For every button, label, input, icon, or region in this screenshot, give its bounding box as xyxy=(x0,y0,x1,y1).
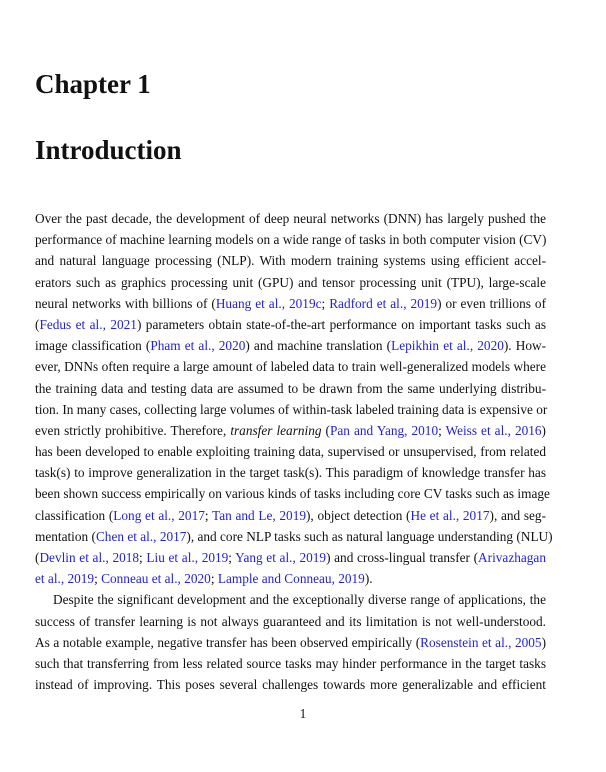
text-run: been shown success empirically on various kinds of tasks including core CV tasks such as image xyxy=(35,486,550,502)
text-line xyxy=(35,293,546,314)
citation-link[interactable]: He et al., 2017 xyxy=(410,507,490,523)
text-run: ; xyxy=(94,571,102,587)
citation-link[interactable]: Lepikhin et al., 2020 xyxy=(391,338,504,354)
text-run: ( xyxy=(321,422,330,438)
text-run: Despite the significant development and the exceptionally diverse range of applications, the xyxy=(53,592,546,608)
text-line xyxy=(35,441,546,462)
text-run: and natural language processing (NLP). With modern training systems using efficient accel- xyxy=(35,253,546,269)
chapter-label: Chapter 1 xyxy=(35,69,151,99)
text-run: ever, DNNs often require a large amount of labeled data to train well-generalized models where xyxy=(35,359,546,375)
text-run: ( xyxy=(35,550,40,565)
text-run: ) xyxy=(541,422,546,438)
text-line xyxy=(35,356,546,377)
text-run: ) parameters obtain state-of-the-art performance on important tasks such as xyxy=(136,316,546,332)
text-run: mentation ( xyxy=(35,528,96,544)
text-run: ), and seg- xyxy=(489,507,547,523)
text-run: instead of improving. This poses several challenges towards more generalizable and efficient xyxy=(35,677,546,693)
citation-link[interactable]: Fedus et al., 2021 xyxy=(39,316,137,332)
text-line xyxy=(35,229,546,250)
citation-link[interactable]: et al., 2019 xyxy=(35,571,95,587)
citation-link[interactable]: Devlin et al., 2018 xyxy=(39,550,140,565)
citation-link[interactable]: Pan and Yang, 2010 xyxy=(329,422,439,438)
text-line xyxy=(35,314,546,335)
text-run: ), object detection ( xyxy=(306,507,411,523)
text-run: ( xyxy=(35,316,40,332)
text-run: ) and machine translation ( xyxy=(245,338,392,354)
text-line xyxy=(35,378,546,399)
citation-link[interactable]: Lample and Conneau, 2019 xyxy=(217,571,365,587)
text-run: performance of machine learning models on a wide range of tasks in both computer vision (CV) xyxy=(35,232,547,248)
page-number: 1 xyxy=(299,706,307,721)
text-run: ), and core NLP tasks such as natural language understanding (NLU) xyxy=(186,528,553,544)
text-run: success of transfer learning is not always guaranteed and its limitation is not well-understood. xyxy=(35,613,546,629)
text-line xyxy=(35,674,546,695)
text-run: erators such as graphics processing unit (GPU) and tensor processing unit (TPU), large-scale xyxy=(35,274,546,290)
text-line xyxy=(35,568,546,589)
text-line xyxy=(35,250,546,271)
text-run: ; xyxy=(210,571,218,587)
text-line xyxy=(35,547,546,568)
text-run: task(s) to improve generalization in the target task(s). This paradigm of knowledge transfer has xyxy=(35,465,546,481)
text-run: ; xyxy=(228,550,236,565)
text-run: classification ( xyxy=(35,507,114,523)
text-line xyxy=(35,632,546,653)
text-line xyxy=(35,208,546,229)
citation-link[interactable]: Long et al., 2017 xyxy=(113,507,205,523)
text-line xyxy=(35,483,550,504)
citation-link[interactable]: Huang et al., 2019c xyxy=(215,295,322,311)
text-run: ) or even trillions of xyxy=(437,295,546,311)
text-run: As a notable example, negative transfer has been observed empirically ( xyxy=(35,634,421,650)
text-line xyxy=(35,335,546,356)
text-run: even strictly prohibitive. Therefore, xyxy=(35,422,231,438)
text-run: ; xyxy=(438,422,446,438)
text-run: the training data and testing data are assumed to be drawn from the same underlying distribu- xyxy=(35,380,546,396)
text-line xyxy=(35,462,546,483)
body-text xyxy=(35,208,553,695)
text-run: has been developed to enable exploiting training data, supervised or unsupervised, from related xyxy=(35,444,546,460)
citation-link[interactable]: Tan and Le, 2019 xyxy=(212,507,306,523)
emphasized-term: transfer learning xyxy=(230,422,322,438)
text-line xyxy=(35,420,546,441)
text-run: Over the past decade, the development of deep neural networks (DNN) has largely pushed the xyxy=(35,211,546,226)
citation-link[interactable]: Liu et al., 2019 xyxy=(146,550,229,565)
citation-link[interactable]: Chen et al., 2017 xyxy=(95,528,187,544)
citation-link[interactable]: Conneau et al., 2020 xyxy=(101,571,211,587)
text-run: ; xyxy=(321,295,330,311)
text-run: ) xyxy=(541,634,546,650)
text-line xyxy=(35,526,553,547)
text-line xyxy=(35,589,546,610)
text-run: tion. In many cases, collecting large volumes of within-task labeled training data is expensive or xyxy=(35,401,548,417)
citation-link[interactable]: Radford et al., 2019 xyxy=(329,295,438,311)
citation-link[interactable]: Yang et al., 2019 xyxy=(235,550,327,565)
text-run: ). How- xyxy=(503,338,547,354)
text-run: such that transferring from less related source tasks may hinder performance in the target tasks xyxy=(35,655,546,671)
chapter-title: Introduction xyxy=(35,135,182,165)
text-line xyxy=(35,611,546,632)
text-run: neural networks with billions of ( xyxy=(35,295,216,311)
citation-link[interactable]: Rosenstein et al., 2005 xyxy=(420,634,542,650)
text-run: ) and cross-lingual transfer ( xyxy=(326,550,479,565)
text-run: ). xyxy=(364,571,373,587)
text-line xyxy=(35,272,546,293)
text-line xyxy=(35,399,546,420)
text-line xyxy=(35,653,546,674)
text-run: ; xyxy=(204,507,213,523)
citation-link[interactable]: Weiss et al., 2016 xyxy=(445,422,542,438)
text-line xyxy=(35,505,546,526)
citation-link[interactable]: Arivazhagan xyxy=(478,550,546,565)
text-run: image classification ( xyxy=(35,338,151,354)
citation-link[interactable]: Pham et al., 2020 xyxy=(150,338,246,354)
text-run: ; xyxy=(139,550,147,565)
